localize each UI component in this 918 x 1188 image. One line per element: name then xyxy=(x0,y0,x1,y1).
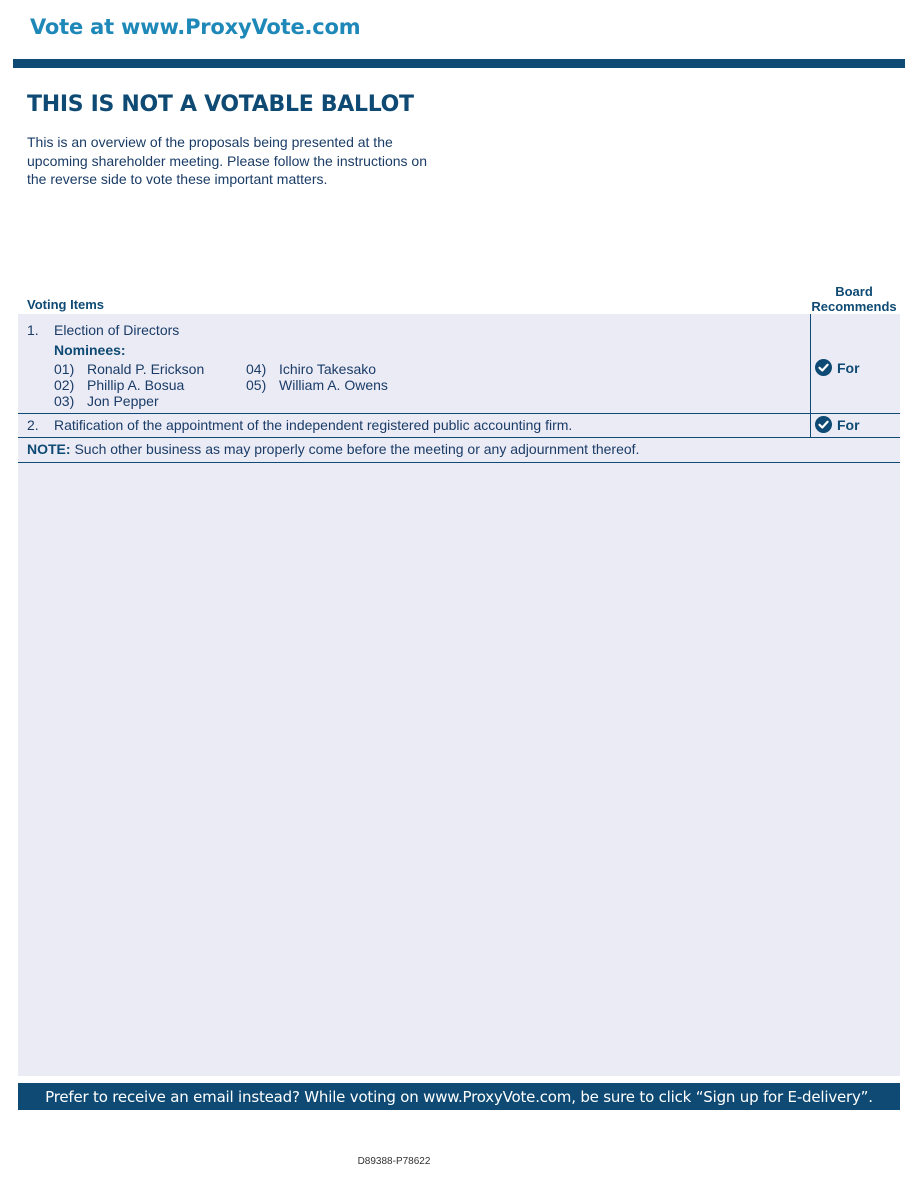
item-label: Ratification of the appointment of the independent registered public accounting firm. xyxy=(54,417,573,433)
item-number: 1. xyxy=(27,322,39,338)
nominee-name: Ronald P. Erickson xyxy=(87,361,205,377)
board-header-line: Board xyxy=(835,284,873,299)
page-title: THIS IS NOT A VOTABLE BALLOT xyxy=(27,92,414,117)
intro-line: upcoming shareholder meeting. Please follow the instructions on xyxy=(27,152,428,169)
nominee-name: Jon Pepper xyxy=(87,393,159,409)
check-circle-icon xyxy=(815,416,832,433)
edelivery-text: Prefer to receive an email instead? While voting on www.ProxyVote.com, be sure to click “Sign up for E-delivery”. xyxy=(45,1087,873,1106)
nominee-number: 01) xyxy=(54,361,75,377)
nominee-name: Phillip A. Bosua xyxy=(87,377,185,393)
recommendation-text: For xyxy=(837,416,860,433)
header-divider-bar xyxy=(13,59,905,68)
column-divider xyxy=(810,314,811,438)
intro-line: This is an overview of the proposals being presented at the xyxy=(27,134,393,150)
document-code: D89388-P78622 xyxy=(357,1156,431,1167)
note-row xyxy=(27,441,639,457)
recommendation-text: For xyxy=(837,359,860,376)
row-divider xyxy=(18,437,900,438)
board-header-line: Recommends xyxy=(811,298,897,314)
nominee-number: 05) xyxy=(246,377,267,393)
board-recommendation xyxy=(815,416,860,433)
nominee-number: 02) xyxy=(54,377,75,393)
item-number: 2. xyxy=(27,417,39,433)
intro-paragraph xyxy=(27,133,457,189)
nominee-name: Ichiro Takesako xyxy=(279,361,377,377)
board-recommends-header xyxy=(810,285,898,314)
row-divider xyxy=(18,462,900,463)
board-recommendation xyxy=(815,359,860,376)
nominee-number: 04) xyxy=(246,361,267,377)
voting-items-header: Voting Items xyxy=(27,297,105,312)
proxyvote-header-link[interactable]: Vote at www.ProxyVote.com xyxy=(30,15,361,39)
item-label: Election of Directors xyxy=(54,322,180,338)
note-label: NOTE: xyxy=(27,441,71,457)
check-circle-icon xyxy=(815,359,832,376)
nominee-name: William A. Owens xyxy=(279,377,388,393)
nominees-label: Nominees: xyxy=(54,342,126,358)
note-text: Such other business as may properly come before the meeting or any adjournment thereof. xyxy=(70,441,640,457)
row-divider xyxy=(18,413,900,414)
intro-line: the reverse side to vote these important matters. xyxy=(27,171,328,187)
nominee-number: 03) xyxy=(54,393,75,409)
edelivery-banner xyxy=(18,1083,900,1110)
